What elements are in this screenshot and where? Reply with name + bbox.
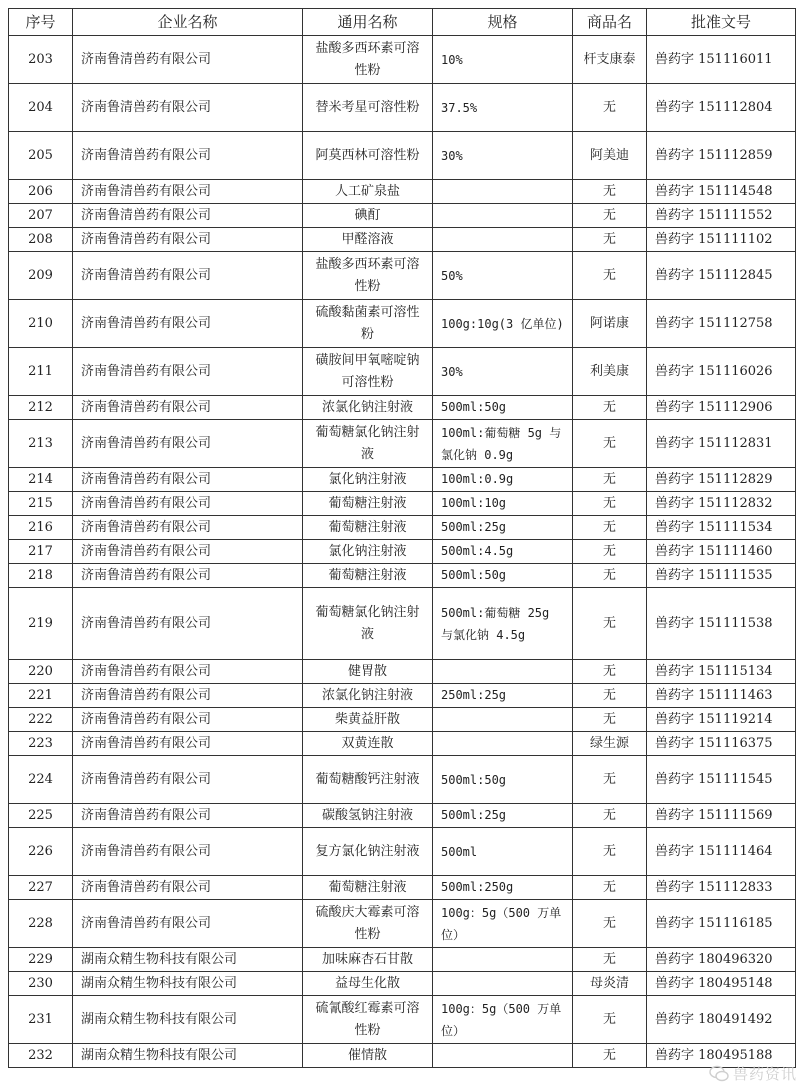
cell-trade-name: 绿生源 <box>573 732 647 756</box>
table-row <box>9 492 796 516</box>
chat-bubble-icon <box>709 1065 729 1083</box>
cell-spec: 100ml:0.9g <box>433 468 573 492</box>
cell-generic-name: 复方氯化钠注射液 <box>303 828 433 876</box>
cell-generic-name: 硫酸庆大霉素可溶性粉 <box>303 900 433 948</box>
cell-trade-name: 母炎清 <box>573 972 647 996</box>
cell-company: 济南鲁清兽药有限公司 <box>73 732 303 756</box>
cell-approval-no: 兽药字 151111102 <box>647 228 796 252</box>
cell-trade-name: 杆支康泰 <box>573 36 647 84</box>
table-row <box>9 252 796 300</box>
header-generic-name: 通用名称 <box>303 9 433 36</box>
cell-generic-name: 碘酊 <box>303 204 433 228</box>
cell-generic-name: 葡萄糖氯化钠注射液 <box>303 588 433 660</box>
cell-generic-name: 人工矿泉盐 <box>303 180 433 204</box>
cell-company: 济南鲁清兽药有限公司 <box>73 36 303 84</box>
cell-spec <box>433 180 573 204</box>
cell-seq: 228 <box>9 900 73 948</box>
header-seq: 序号 <box>9 9 73 36</box>
cell-generic-name: 催情散 <box>303 1044 433 1068</box>
cell-approval-no: 兽药字 151111535 <box>647 564 796 588</box>
cell-spec: 500ml:25g <box>433 804 573 828</box>
cell-generic-name: 浓氯化钠注射液 <box>303 684 433 708</box>
cell-seq: 231 <box>9 996 73 1044</box>
table-row <box>9 876 796 900</box>
cell-trade-name: 无 <box>573 396 647 420</box>
cell-spec <box>433 708 573 732</box>
cell-company: 济南鲁清兽药有限公司 <box>73 420 303 468</box>
cell-approval-no: 兽药字 151112804 <box>647 84 796 132</box>
cell-trade-name: 无 <box>573 828 647 876</box>
table-row <box>9 84 796 132</box>
cell-generic-name: 加味麻杏石甘散 <box>303 948 433 972</box>
cell-spec: 500ml:50g <box>433 564 573 588</box>
cell-generic-name: 健胃散 <box>303 660 433 684</box>
table-row <box>9 36 796 84</box>
cell-trade-name: 无 <box>573 588 647 660</box>
cell-generic-name: 柴黄益肝散 <box>303 708 433 732</box>
cell-approval-no: 兽药字 180491492 <box>647 996 796 1044</box>
cell-approval-no: 兽药字 151116026 <box>647 348 796 396</box>
cell-generic-name: 阿莫西林可溶性粉 <box>303 132 433 180</box>
cell-spec <box>433 228 573 252</box>
table-row <box>9 804 796 828</box>
table-row <box>9 468 796 492</box>
cell-company: 济南鲁清兽药有限公司 <box>73 588 303 660</box>
cell-spec <box>433 732 573 756</box>
cell-company: 济南鲁清兽药有限公司 <box>73 204 303 228</box>
cell-seq: 207 <box>9 204 73 228</box>
cell-generic-name: 益母生化散 <box>303 972 433 996</box>
cell-spec <box>433 948 573 972</box>
cell-approval-no: 兽药字 151112833 <box>647 876 796 900</box>
cell-trade-name: 利美康 <box>573 348 647 396</box>
cell-company: 济南鲁清兽药有限公司 <box>73 804 303 828</box>
cell-trade-name: 无 <box>573 228 647 252</box>
cell-spec: 50% <box>433 252 573 300</box>
cell-generic-name: 甲醛溶液 <box>303 228 433 252</box>
cell-approval-no: 兽药字 151112758 <box>647 300 796 348</box>
cell-approval-no: 兽药字 180495148 <box>647 972 796 996</box>
cell-trade-name: 无 <box>573 468 647 492</box>
cell-company: 济南鲁清兽药有限公司 <box>73 900 303 948</box>
cell-company: 济南鲁清兽药有限公司 <box>73 300 303 348</box>
cell-spec: 37.5% <box>433 84 573 132</box>
cell-seq: 217 <box>9 540 73 564</box>
cell-approval-no: 兽药字 151111460 <box>647 540 796 564</box>
cell-spec: 10% <box>433 36 573 84</box>
cell-spec: 500ml:葡萄糖 25g 与氯化钠 4.5g <box>433 588 573 660</box>
cell-company: 湖南众精生物科技有限公司 <box>73 948 303 972</box>
cell-spec: 100g:10g(3 亿单位) <box>433 300 573 348</box>
cell-company: 济南鲁清兽药有限公司 <box>73 660 303 684</box>
cell-seq: 220 <box>9 660 73 684</box>
table-row <box>9 708 796 732</box>
cell-seq: 212 <box>9 396 73 420</box>
cell-generic-name: 盐酸多西环素可溶性粉 <box>303 36 433 84</box>
cell-trade-name: 阿美迪 <box>573 132 647 180</box>
cell-generic-name: 硫酸黏菌素可溶性粉 <box>303 300 433 348</box>
cell-seq: 221 <box>9 684 73 708</box>
table-row <box>9 732 796 756</box>
cell-spec <box>433 204 573 228</box>
cell-company: 济南鲁清兽药有限公司 <box>73 396 303 420</box>
cell-trade-name: 无 <box>573 84 647 132</box>
table-row <box>9 1044 796 1068</box>
cell-trade-name: 阿诺康 <box>573 300 647 348</box>
cell-seq: 213 <box>9 420 73 468</box>
cell-approval-no: 兽药字 151111538 <box>647 588 796 660</box>
cell-spec: 100g：5g（500 万单位） <box>433 900 573 948</box>
cell-generic-name: 葡萄糖酸钙注射液 <box>303 756 433 804</box>
cell-company: 济南鲁清兽药有限公司 <box>73 180 303 204</box>
cell-company: 济南鲁清兽药有限公司 <box>73 876 303 900</box>
cell-company: 济南鲁清兽药有限公司 <box>73 468 303 492</box>
cell-spec: 30% <box>433 348 573 396</box>
cell-company: 济南鲁清兽药有限公司 <box>73 132 303 180</box>
cell-seq: 227 <box>9 876 73 900</box>
cell-company: 济南鲁清兽药有限公司 <box>73 564 303 588</box>
table-row <box>9 948 796 972</box>
cell-trade-name: 无 <box>573 900 647 948</box>
cell-company: 济南鲁清兽药有限公司 <box>73 540 303 564</box>
cell-approval-no: 兽药字 151114548 <box>647 180 796 204</box>
cell-seq: 204 <box>9 84 73 132</box>
cell-company: 湖南众精生物科技有限公司 <box>73 1044 303 1068</box>
cell-approval-no: 兽药字 151116375 <box>647 732 796 756</box>
cell-trade-name: 无 <box>573 1044 647 1068</box>
table-row <box>9 660 796 684</box>
table-row <box>9 132 796 180</box>
cell-trade-name: 无 <box>573 996 647 1044</box>
cell-spec: 100ml:10g <box>433 492 573 516</box>
cell-company: 济南鲁清兽药有限公司 <box>73 516 303 540</box>
cell-company: 济南鲁清兽药有限公司 <box>73 492 303 516</box>
cell-generic-name: 葡萄糖注射液 <box>303 516 433 540</box>
cell-approval-no: 兽药字 151119214 <box>647 708 796 732</box>
cell-seq: 215 <box>9 492 73 516</box>
table-row <box>9 228 796 252</box>
cell-seq: 230 <box>9 972 73 996</box>
cell-approval-no: 兽药字 151111464 <box>647 828 796 876</box>
table-row <box>9 204 796 228</box>
table-row <box>9 900 796 948</box>
cell-company: 济南鲁清兽药有限公司 <box>73 684 303 708</box>
approval-table <box>8 8 796 1068</box>
cell-spec <box>433 972 573 996</box>
table-row <box>9 684 796 708</box>
header-trade-name: 商品名 <box>573 9 647 36</box>
table-row <box>9 588 796 660</box>
header-approval-no: 批准文号 <box>647 9 796 36</box>
cell-approval-no: 兽药字 151111552 <box>647 204 796 228</box>
cell-approval-no: 兽药字 151111463 <box>647 684 796 708</box>
cell-spec: 500ml:250g <box>433 876 573 900</box>
table-row <box>9 756 796 804</box>
table-row <box>9 996 796 1044</box>
cell-company: 济南鲁清兽药有限公司 <box>73 756 303 804</box>
table-row <box>9 516 796 540</box>
cell-seq: 214 <box>9 468 73 492</box>
header-company: 企业名称 <box>73 9 303 36</box>
cell-spec: 500ml:4.5g <box>433 540 573 564</box>
cell-seq: 226 <box>9 828 73 876</box>
cell-approval-no: 兽药字 151111545 <box>647 756 796 804</box>
cell-trade-name: 无 <box>573 252 647 300</box>
header-spec: 规格 <box>433 9 573 36</box>
table-row <box>9 300 796 348</box>
cell-trade-name: 无 <box>573 948 647 972</box>
cell-seq: 232 <box>9 1044 73 1068</box>
cell-trade-name: 无 <box>573 420 647 468</box>
cell-approval-no: 兽药字 151116011 <box>647 36 796 84</box>
cell-seq: 209 <box>9 252 73 300</box>
cell-spec: 100g：5g（500 万单位） <box>433 996 573 1044</box>
table-row <box>9 828 796 876</box>
cell-approval-no: 兽药字 151112831 <box>647 420 796 468</box>
cell-approval-no: 兽药字 151112859 <box>647 132 796 180</box>
cell-company: 济南鲁清兽药有限公司 <box>73 828 303 876</box>
cell-company: 济南鲁清兽药有限公司 <box>73 348 303 396</box>
cell-seq: 210 <box>9 300 73 348</box>
cell-seq: 219 <box>9 588 73 660</box>
table-row <box>9 348 796 396</box>
cell-company: 湖南众精生物科技有限公司 <box>73 996 303 1044</box>
cell-seq: 218 <box>9 564 73 588</box>
cell-seq: 229 <box>9 948 73 972</box>
cell-trade-name: 无 <box>573 204 647 228</box>
cell-approval-no: 兽药字 151112829 <box>647 468 796 492</box>
cell-trade-name: 无 <box>573 876 647 900</box>
cell-company: 济南鲁清兽药有限公司 <box>73 228 303 252</box>
cell-generic-name: 替米考星可溶性粉 <box>303 84 433 132</box>
cell-spec <box>433 1044 573 1068</box>
cell-seq: 211 <box>9 348 73 396</box>
cell-spec: 100ml:葡萄糖 5g 与氯化钠 0.9g <box>433 420 573 468</box>
cell-approval-no: 兽药字 151111534 <box>647 516 796 540</box>
cell-trade-name: 无 <box>573 756 647 804</box>
cell-generic-name: 葡萄糖氯化钠注射液 <box>303 420 433 468</box>
table-header-row <box>9 9 796 36</box>
cell-generic-name: 葡萄糖注射液 <box>303 564 433 588</box>
cell-generic-name: 盐酸多西环素可溶性粉 <box>303 252 433 300</box>
document-page <box>8 8 795 1068</box>
cell-approval-no: 兽药字 180496320 <box>647 948 796 972</box>
cell-spec: 500ml <box>433 828 573 876</box>
cell-generic-name: 氯化钠注射液 <box>303 540 433 564</box>
table-row <box>9 396 796 420</box>
table-row <box>9 180 796 204</box>
cell-trade-name: 无 <box>573 492 647 516</box>
cell-spec: 30% <box>433 132 573 180</box>
cell-approval-no: 兽药字 151115134 <box>647 660 796 684</box>
cell-trade-name: 无 <box>573 180 647 204</box>
cell-company: 济南鲁清兽药有限公司 <box>73 84 303 132</box>
cell-approval-no: 兽药字 151111569 <box>647 804 796 828</box>
cell-seq: 224 <box>9 756 73 804</box>
cell-approval-no: 兽药字 180495188 <box>647 1044 796 1068</box>
cell-generic-name: 硫氰酸红霉素可溶性粉 <box>303 996 433 1044</box>
cell-seq: 208 <box>9 228 73 252</box>
cell-trade-name: 无 <box>573 516 647 540</box>
cell-spec: 500ml:25g <box>433 516 573 540</box>
table-row <box>9 564 796 588</box>
cell-generic-name: 双黄连散 <box>303 732 433 756</box>
cell-generic-name: 氯化钠注射液 <box>303 468 433 492</box>
table-row <box>9 972 796 996</box>
cell-trade-name: 无 <box>573 804 647 828</box>
cell-generic-name: 磺胺间甲氧嘧啶钠可溶性粉 <box>303 348 433 396</box>
cell-spec <box>433 660 573 684</box>
cell-seq: 216 <box>9 516 73 540</box>
cell-seq: 205 <box>9 132 73 180</box>
cell-approval-no: 兽药字 151112906 <box>647 396 796 420</box>
cell-company: 湖南众精生物科技有限公司 <box>73 972 303 996</box>
cell-trade-name: 无 <box>573 708 647 732</box>
table-row <box>9 420 796 468</box>
cell-spec: 500ml:50g <box>433 396 573 420</box>
cell-spec: 500ml:50g <box>433 756 573 804</box>
cell-generic-name: 碳酸氢钠注射液 <box>303 804 433 828</box>
cell-generic-name: 葡萄糖注射液 <box>303 492 433 516</box>
cell-generic-name: 葡萄糖注射液 <box>303 876 433 900</box>
table-row <box>9 540 796 564</box>
cell-spec: 250ml:25g <box>433 684 573 708</box>
cell-seq: 203 <box>9 36 73 84</box>
cell-seq: 222 <box>9 708 73 732</box>
cell-approval-no: 兽药字 151112845 <box>647 252 796 300</box>
cell-approval-no: 兽药字 151112832 <box>647 492 796 516</box>
cell-seq: 225 <box>9 804 73 828</box>
cell-approval-no: 兽药字 151116185 <box>647 900 796 948</box>
cell-company: 济南鲁清兽药有限公司 <box>73 708 303 732</box>
cell-trade-name: 无 <box>573 540 647 564</box>
cell-trade-name: 无 <box>573 684 647 708</box>
watermark-text: 兽药资讯 <box>732 1065 797 1083</box>
watermark <box>709 1063 797 1084</box>
cell-seq: 206 <box>9 180 73 204</box>
cell-generic-name: 浓氯化钠注射液 <box>303 396 433 420</box>
cell-company: 济南鲁清兽药有限公司 <box>73 252 303 300</box>
cell-trade-name: 无 <box>573 660 647 684</box>
cell-seq: 223 <box>9 732 73 756</box>
cell-trade-name: 无 <box>573 564 647 588</box>
